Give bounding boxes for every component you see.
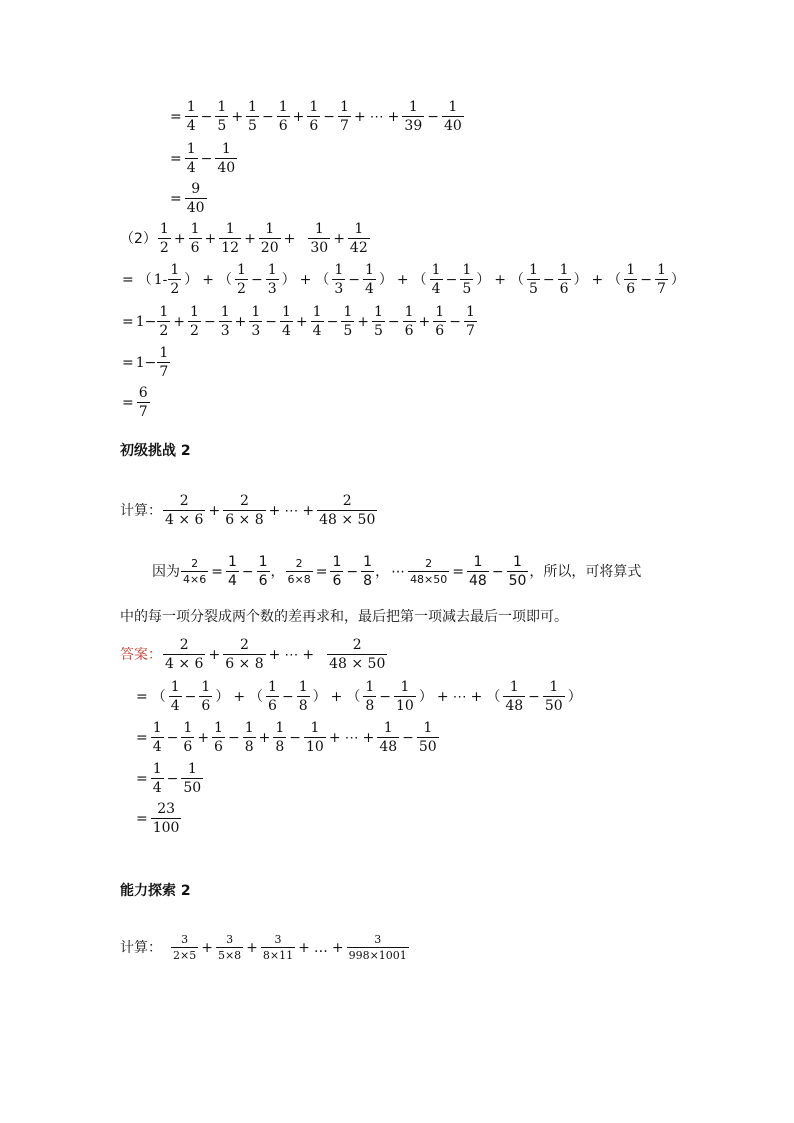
op-plus: + [418, 313, 431, 330]
op-minus: − [250, 271, 263, 288]
fraction: $\frac{1}{7}$ [465, 304, 475, 339]
op-minus: − [166, 729, 179, 746]
hint-because: 因为 [152, 563, 180, 580]
op-eq: = [170, 190, 182, 207]
op-lparen: （ [315, 271, 330, 288]
op-eq: = [452, 563, 465, 580]
op-plus: + [331, 939, 344, 956]
section-title-challenge: 初级挑战 2 [120, 443, 191, 459]
op-plus: + [173, 230, 186, 247]
fraction: $\frac{1}{6}$ [278, 99, 288, 134]
op-rparen: ） [567, 688, 582, 705]
op-plus: + [283, 230, 296, 247]
fraction: $\frac{1}{42}$ [349, 221, 368, 256]
op-minus: − [542, 271, 555, 288]
fraction: $\frac{1}{5}$ [343, 304, 353, 339]
op-rparen: ） [378, 271, 393, 288]
challenge-hint-line-1 [152, 555, 641, 588]
fraction: $\frac{3}{5\times 8}$ [217, 933, 242, 962]
part2-simplify-line [120, 346, 171, 379]
op-plus: + [436, 688, 449, 705]
op-minus: − [200, 108, 213, 125]
fraction: $\frac{1}{12}$ [221, 221, 240, 256]
fraction: $\frac{1}{4}$ [152, 761, 162, 796]
op-lparen: （ [151, 688, 166, 705]
op-plus: + [244, 230, 256, 247]
op-plus: + [357, 313, 369, 330]
fraction: $\frac{1}{6}$ [626, 262, 636, 297]
op-eq: = [136, 688, 148, 705]
op-lparen: （ [412, 271, 427, 288]
calc-label: 计算： [120, 939, 162, 956]
op-plus: + [208, 646, 221, 663]
op-plus: + [387, 108, 400, 125]
part2-result-line [120, 386, 151, 419]
op-plus: + [234, 313, 247, 330]
fraction: $\frac{1}{6}$ [190, 221, 200, 256]
fraction: $\frac{1}{48}$ [505, 679, 524, 714]
fraction: $\frac{1}{3}$ [220, 304, 230, 339]
fraction: $\frac{1}{8}$ [298, 679, 308, 714]
part-label: （2） [120, 230, 157, 247]
fraction: $\frac{1}{2}$ [190, 304, 199, 339]
op-plus: + [268, 502, 281, 519]
op-plus: + [299, 271, 312, 288]
part2-paren-line [120, 263, 687, 296]
op-minus: − [200, 150, 213, 167]
op-eq: = [211, 563, 223, 580]
op-eq: = [170, 108, 182, 125]
op-plus: + [298, 939, 310, 956]
fraction: $\frac{1}{8}$ [365, 679, 375, 714]
op-plus: + [202, 271, 215, 288]
fraction: $\frac{1}{6}$ [201, 679, 211, 714]
op-rparen: ） [281, 271, 296, 288]
fraction: $\frac{23}{100}$ [152, 801, 180, 836]
op-minus: − [528, 688, 540, 705]
op-lparen: （ [607, 271, 622, 288]
op-minus: − [184, 688, 197, 705]
op-minus: − [261, 108, 274, 125]
fraction: $\frac{1}{8}$ [363, 554, 373, 589]
op-minus: − [491, 563, 504, 580]
op-eq: = [122, 271, 134, 288]
op-ellipsis: ⋯ [284, 646, 299, 663]
fraction: $\frac{1}{6}$ [183, 720, 193, 755]
op-eq: = [315, 563, 328, 580]
op-plus: + [470, 688, 483, 705]
fraction: $\frac{2}{48 \times 50}$ [329, 637, 386, 672]
fraction: $\frac{1}{2}$ [170, 262, 180, 297]
op-plus: + [268, 646, 281, 663]
challenge-problem [120, 494, 378, 527]
answer-simplify-line [134, 762, 204, 795]
fraction: $\frac{1}{4}$ [186, 99, 196, 134]
fraction: $\frac{1}{6}$ [268, 679, 277, 714]
fraction: $\frac{3}{2\times 5}$ [173, 933, 197, 962]
op-minus: − [289, 729, 302, 746]
fraction: $\frac{2}{48\times 50}$ [410, 557, 448, 586]
op-minus: − [640, 271, 652, 288]
fraction: $\frac{1}{30}$ [310, 221, 329, 256]
op-minus: − [449, 313, 461, 330]
op-minus: − [227, 729, 240, 746]
op-plus: + [201, 939, 213, 956]
fraction: $\frac{1}{48}$ [469, 554, 487, 589]
fraction: $\frac{1}{6}$ [309, 99, 319, 134]
fraction: $\frac{1}{3}$ [267, 262, 277, 297]
fraction: $\frac{1}{2}$ [237, 262, 246, 297]
op-rparen: ） [573, 271, 588, 288]
text-one-minus: 1− [135, 313, 157, 330]
op-minus: − [241, 563, 254, 580]
op-ellipsis: ⋯ [452, 688, 467, 705]
op-plus: + [231, 108, 244, 125]
op-plus: + [233, 688, 246, 705]
answer-label: 答案： [120, 646, 162, 663]
fraction: $\frac{1}{4}$ [365, 262, 374, 297]
op-rparen: ） [476, 271, 491, 288]
fraction: $\frac{1}{4}$ [152, 720, 162, 755]
fraction: $\frac{1}{6}$ [332, 554, 342, 589]
fraction: $\frac{2}{4 \times 6}$ [165, 493, 204, 528]
fraction: $\frac{1}{10}$ [396, 679, 414, 714]
op-ellipsis: ⋯ [391, 563, 406, 580]
op-plus: + [302, 502, 315, 519]
hint-tail: ，所以，可将算式 [529, 563, 642, 580]
op-minus: − [379, 688, 392, 705]
op-minus: − [348, 271, 360, 288]
op-eq: = [136, 770, 148, 787]
op-minus: − [445, 271, 458, 288]
part2-problem [120, 222, 371, 255]
op-minus: − [166, 770, 179, 787]
eq-line-3 [168, 182, 208, 215]
op-plus: + [396, 271, 409, 288]
op-plus: + [328, 729, 341, 746]
op-lparen: （ [486, 688, 501, 705]
fraction: $\frac{1}{4}$ [312, 304, 322, 339]
fraction: $\frac{1}{7}$ [340, 99, 349, 134]
fraction: $\frac{1}{4}$ [170, 679, 180, 714]
op-eq: = [122, 313, 134, 330]
fraction: $\frac{1}{4}$ [431, 262, 441, 297]
fraction: $\frac{1}{2}$ [159, 221, 169, 256]
fraction: $\frac{1}{7}$ [159, 345, 169, 380]
hint-sep: ， [375, 563, 390, 580]
explore-problem [120, 934, 410, 961]
op-lparen: （ [249, 688, 264, 705]
fraction: $\frac{1}{20}$ [260, 221, 279, 256]
fraction: $\frac{1}{5}$ [462, 262, 472, 297]
fraction: $\frac{1}{5}$ [248, 99, 257, 134]
op-ellipsis: ⋯ [369, 108, 384, 125]
op-rparen: ） [312, 688, 327, 705]
op-minus: − [203, 313, 216, 330]
eq-line-1 [168, 100, 465, 133]
answer-problem [120, 638, 388, 671]
fraction: $\frac{1}{2}$ [159, 304, 169, 339]
op-minus: − [427, 108, 439, 125]
section-title-explore: 能力探索 2 [120, 883, 191, 899]
fraction: $\frac{1}{6}$ [559, 262, 569, 297]
op-ellipsis: ⋯ [344, 729, 359, 746]
op-lparen: （ [346, 688, 361, 705]
fraction: $\frac{1}{50}$ [508, 554, 527, 589]
op-rparen: ） [215, 688, 230, 705]
op-eq: = [170, 150, 182, 167]
fraction: $\frac{1}{3}$ [251, 304, 261, 339]
fraction: $\frac{1}{6}$ [258, 554, 268, 589]
op-rparen: ） [418, 688, 433, 705]
fraction: $\frac{1}{3}$ [334, 262, 344, 297]
text-one-minus: 1- [153, 271, 168, 288]
fraction: $\frac{1}{50}$ [418, 720, 437, 755]
fraction: $\frac{9}{40}$ [186, 181, 205, 216]
fraction: $\frac{1}{39}$ [404, 99, 423, 134]
op-plus: + [333, 230, 345, 247]
fraction: $\frac{1}{5}$ [373, 304, 383, 339]
fraction: $\frac{2}{6 \times 8}$ [225, 637, 264, 672]
op-plus: + [197, 729, 210, 746]
fraction: $\frac{3}{8\times 11}$ [262, 933, 294, 962]
op-minus: − [387, 313, 400, 330]
hint-sep: ， [270, 563, 285, 580]
op-lparen: （ [509, 271, 524, 288]
fraction: $\frac{1}{4}$ [186, 141, 196, 176]
op-eq: = [122, 354, 134, 371]
op-rparen: ） [670, 271, 685, 288]
op-minus: − [323, 108, 336, 125]
text-one-minus: 1− [135, 354, 157, 371]
op-plus: + [362, 729, 375, 746]
fraction: $\frac{6}{7}$ [138, 385, 148, 420]
fraction: $\frac{1}{40}$ [217, 141, 236, 176]
fraction: $\frac{1}{6}$ [435, 304, 445, 339]
fraction: $\frac{1}{50}$ [544, 679, 563, 714]
op-eq: = [122, 394, 134, 411]
op-rparen: ） [184, 271, 199, 288]
op-plus: + [258, 729, 271, 746]
fraction: $\frac{1}{6}$ [404, 304, 414, 339]
challenge-hint-line-2: 中的每一项分裂成两个数的差再求和，最后把第一项减去最后一项即可。 [120, 609, 568, 625]
op-plus: + [246, 939, 258, 956]
op-plus: + [591, 271, 604, 288]
fraction: $\frac{1}{5}$ [217, 99, 227, 134]
fraction: $\frac{2}{4 \times 6}$ [165, 637, 204, 672]
fraction: $\frac{1}{10}$ [306, 720, 324, 755]
op-minus: − [265, 313, 277, 330]
eq-line-2 [168, 142, 238, 175]
op-plus: + [204, 230, 217, 247]
op-minus: − [402, 729, 414, 746]
op-plus: + [295, 313, 308, 330]
op-lparen: （ [218, 271, 233, 288]
fraction: $\frac{1}{48}$ [379, 720, 398, 755]
op-minus: − [346, 563, 359, 580]
op-minus: − [281, 688, 294, 705]
op-plus: + [353, 108, 366, 125]
fraction: $\frac{1}{50}$ [183, 761, 202, 796]
op-eq: = [136, 810, 148, 827]
answer-expand-line [134, 721, 440, 754]
fraction: $\frac{1}{40}$ [443, 99, 462, 134]
calc-label: 计算： [120, 502, 162, 519]
fraction: $\frac{2}{4\times 6}$ [183, 557, 207, 586]
op-plus: + [330, 688, 343, 705]
fraction: $\frac{2}{6 \times 8}$ [225, 493, 264, 528]
op-plus: + [494, 271, 506, 288]
part2-expand-line [120, 305, 478, 338]
fraction: $\frac{1}{4}$ [227, 554, 237, 589]
op-ellipsis: ⋯ [284, 502, 299, 519]
op-minus: − [326, 313, 339, 330]
op-plus: + [208, 502, 221, 519]
fraction: $\frac{2}{6\times 8}$ [287, 557, 311, 586]
fraction: $\frac{1}{4}$ [282, 304, 291, 339]
op-plus: + [292, 108, 305, 125]
answer-result-line [134, 802, 182, 835]
op-ellipsis: … [313, 939, 328, 956]
op-plus: + [173, 313, 186, 330]
fraction: $\frac{1}{8}$ [244, 720, 254, 755]
fraction: $\frac{2}{48 \times 50}$ [319, 493, 376, 528]
fraction: $\frac{1}{8}$ [275, 720, 285, 755]
fraction: $\frac{1}{7}$ [656, 262, 666, 297]
fraction: $\frac{1}{6}$ [214, 720, 223, 755]
fraction: $\frac{1}{5}$ [528, 262, 538, 297]
op-lparen: （ [137, 271, 152, 288]
answer-paren-line [134, 680, 584, 713]
op-eq: = [136, 729, 148, 746]
fraction: $\frac{3}{998\times 1001}$ [348, 933, 407, 962]
op-plus: + [302, 646, 315, 663]
